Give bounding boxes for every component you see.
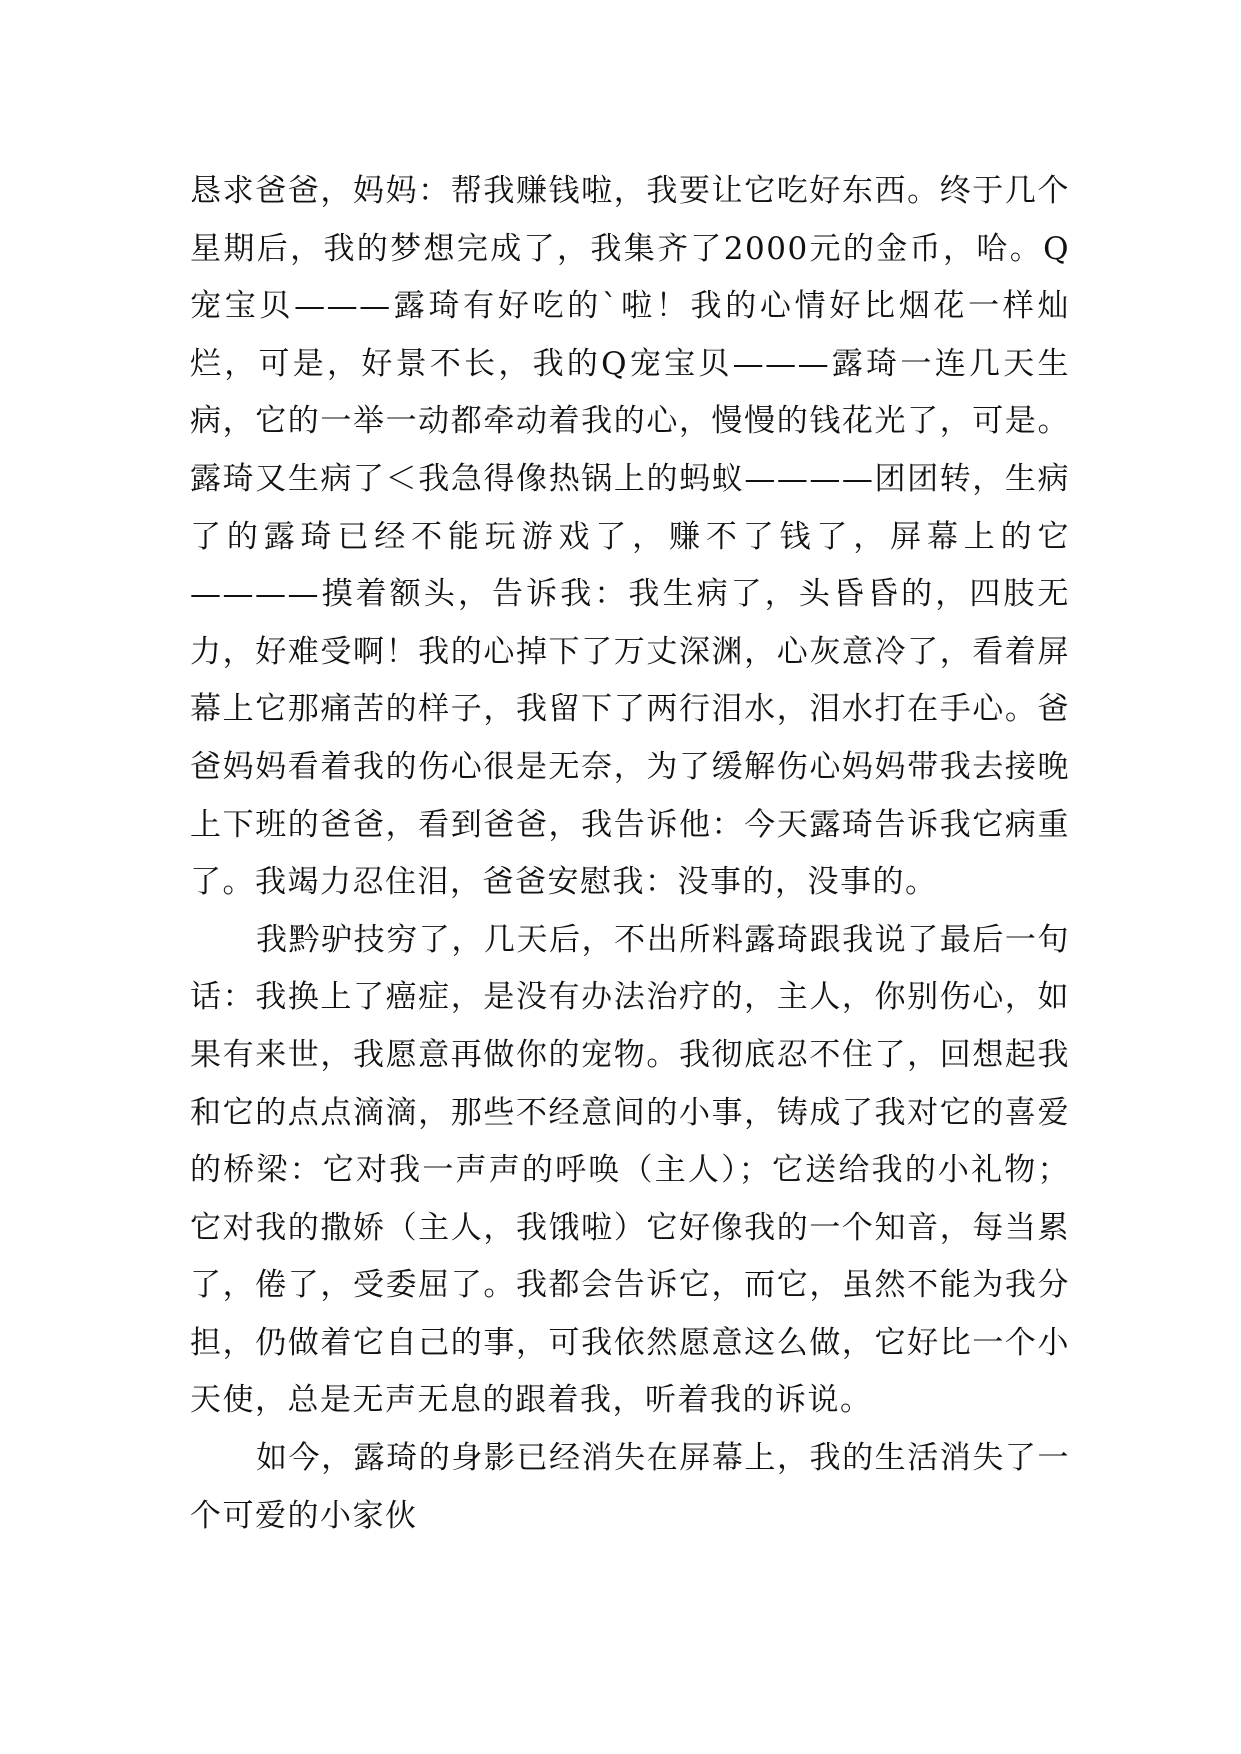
paragraph-2: 我黔驴技穷了，几天后，不出所料露琦跟我说了最后一句话：我换上了癌症，是没有办法治疗的，主人，你别伤心，如果有来世，我愿意再做你的宠物。我彻底忍不住了，回想起我和它的点点滴滴，那些不经意间的小事，铸成了我对它的喜爱的桥梁：它对我一声声的呼唤（主人）；它送给我的小礼物；它对我的撒娇（主人，我饿啦）它好像我的一个知音，每当累了，倦了，受委屈了。我都会告诉它，而它，虽然不能为我分担，仍做着它自己的事，可我依然愿意这么做，它好比一个小天使，总是无声无息的跟着我，听着我的诉说。 <box>190 921 1070 1419</box>
paragraph-1: 恳求爸爸，妈妈：帮我赚钱啦，我要让它吃好东西。终于几个星期后，我的梦想完成了，我集齐了2000元的金币，哈。Q宠宝贝———露琦有好吃的`啦！我的心情好比烟花一样灿烂，可是，好景不长，我的Q宠宝贝———露琦一连几天生病，它的一举一动都牵动着我的心，慢慢的钱花光了，可是。露琦又生病了＜我急得像热锅上的蚂蚁————团团转，生病了的露琦已经不能玩游戏了，赚不了钱了，屏幕上的它————摸着额头，告诉我：我生病了，头昏昏的，四肢无力，好难受啊！我的心掉下了万丈深渊，心灰意冷了，看着屏幕上它那痛苦的样子，我留下了两行泪水，泪水打在手心。爸爸妈妈看着我的伤心很是无奈，为了缓解伤心妈妈带我去接晚上下班的爸爸，看到爸爸，我告诉他：今天露琦告诉我它病重了。我竭力忍住泪，爸爸安慰我：没事的，没事的。 <box>190 173 1070 901</box>
paragraph-3: 如今，露琦的身影已经消失在屏幕上，我的生活消失了一个可爱的小家伙 <box>190 1440 1070 1534</box>
essay-body <box>190 163 1070 1545</box>
